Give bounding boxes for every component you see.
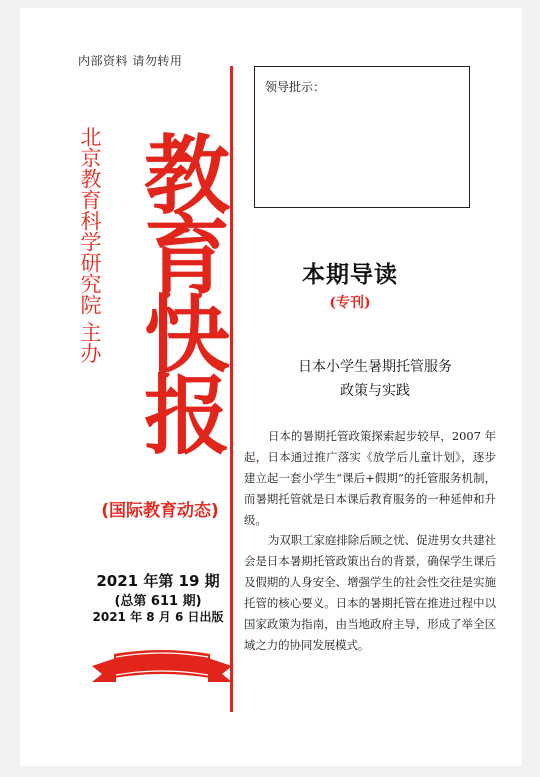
reading-guide-title: 本期导读 xyxy=(302,261,398,288)
document-page xyxy=(20,8,522,766)
leader-instruction-box xyxy=(254,66,470,208)
article-title-line2: 政策与实践 xyxy=(340,383,410,399)
publication-date: 2021 年 8 月 6 日出版 xyxy=(92,610,224,624)
article-paragraph-1: 日本的暑期托管政策探索起步较早，2007 年起，日本通过推广落实《放学后儿童计划》，逐步建立起一套小学生“课后+假期”的托管服务机制，而暑期托管就是日本课后教育服务的一种延伸和升级。 xyxy=(244,429,496,527)
article-paragraph-2: 为双职工家庭排除后顾之忧、促进男女共建社会是日本暑期托管政策出台的背景，确保学生课后及假期的人身安全、增强学生的社会性交往是实施托管的核心要义。日本的暑期托管在推进过程中以国家政策为指南，由当地政府主导，形成了举全区域之力的协同发展模式。 xyxy=(244,533,496,652)
special-issue-label: (专刊) xyxy=(329,295,371,311)
issue-number: 2021 年第 19 期 xyxy=(96,572,220,590)
sponsor-label: 北京教育科学研究院 主办 xyxy=(78,126,102,364)
leader-instruction-label: 领导批示： xyxy=(265,80,326,94)
article-title-line1: 日本小学生暑期托管服务 xyxy=(298,359,452,375)
internal-material-note: 内部资料 请勿转用 xyxy=(78,54,183,68)
ribbon-banner-icon xyxy=(92,648,232,688)
vertical-divider xyxy=(230,66,233,712)
total-issue-number: (总第 611 期) xyxy=(114,594,202,609)
masthead-title: 教育快报 xyxy=(129,130,229,450)
masthead-subtitle: (国际教育动态) xyxy=(101,501,219,521)
